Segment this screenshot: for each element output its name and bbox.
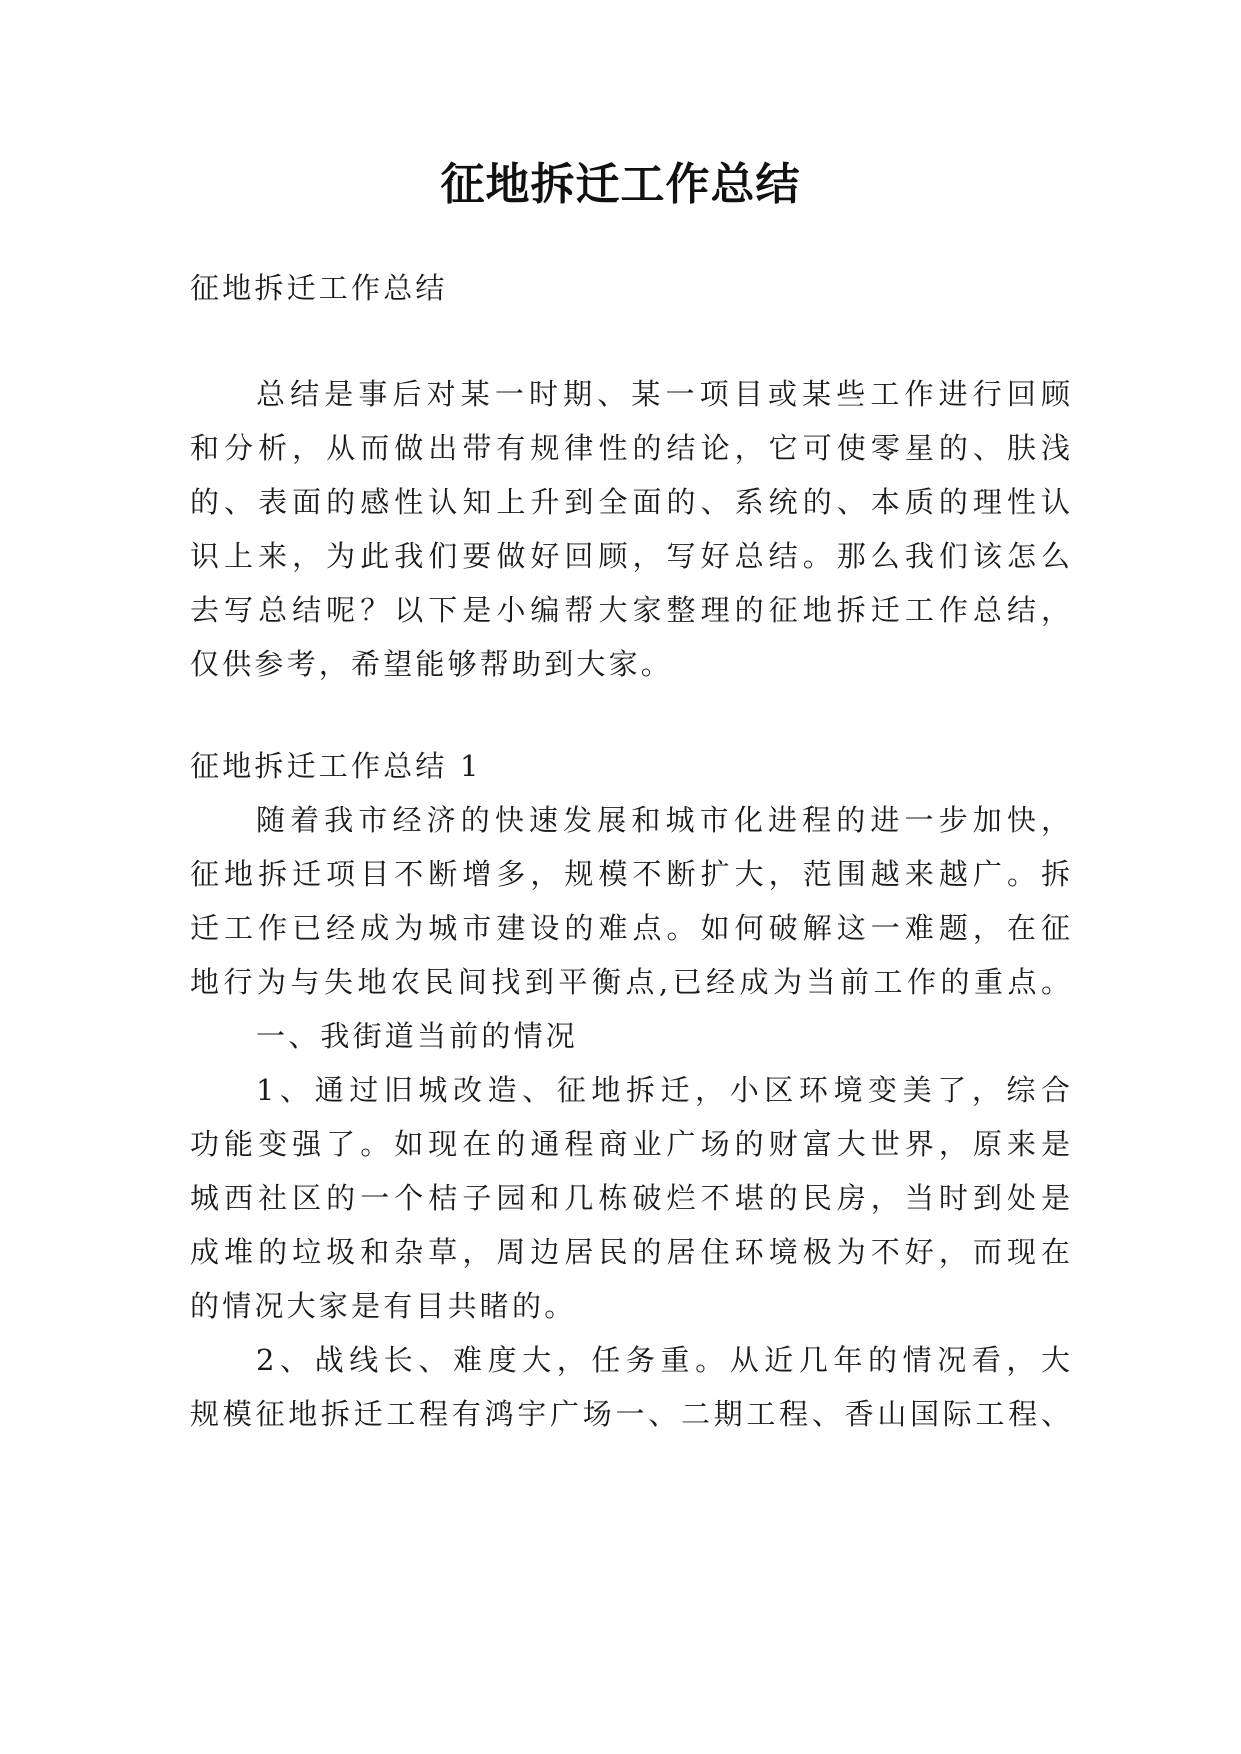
sub-heading: 一、我街道当前的情况	[256, 1019, 579, 1053]
section-line: 随着我市经济的快速发展和城市化进程的进一步加快，	[256, 803, 1070, 837]
point-line: 城西社区的一个桔子园和几栋破烂不堪的民房，当时到处是	[190, 1181, 1070, 1215]
point-line: 成堆的垃圾和杂草，周边居民的居住环境极为不好，而现在	[190, 1235, 1070, 1269]
intro-line: 总结是事后对某一时期、某一项目或某些工作进行回顾	[256, 377, 1070, 411]
section-line: 地行为与失地农民间找到平衡点,已经成为当前工作的重点。	[190, 965, 1070, 999]
point-line: 规模征地拆迁工程有鸿宇广场一、二期工程、香山国际工程、	[190, 1397, 1070, 1431]
intro-line: 的、表面的感性认知上升到全面的、系统的、本质的理性认	[190, 485, 1070, 519]
section-line: 迁工作已经成为城市建设的难点。如何破解这一难题，在征	[190, 911, 1070, 945]
section-line: 征地拆迁项目不断增多，规模不断扩大，范围越来越广。拆	[190, 857, 1070, 891]
section-heading: 征地拆迁工作总结 1	[190, 749, 482, 783]
document-title: 征地拆迁工作总结	[440, 159, 801, 210]
point-line: 2、战线长、难度大，任务重。从近几年的情况看，大	[256, 1343, 1070, 1377]
point-line: 功能变强了。如现在的通程商业广场的财富大世界，原来是	[190, 1127, 1070, 1161]
intro-line: 和分析，从而做出带有规律性的结论，它可使零星的、肤浅	[190, 431, 1070, 465]
subtitle: 征地拆迁工作总结	[190, 271, 448, 305]
point-line: 的情况大家是有目共睹的。	[190, 1289, 577, 1323]
point-line: 1、通过旧城改造、征地拆迁，小区环境变美了，综合	[256, 1073, 1070, 1107]
intro-line: 去写总结呢？以下是小编帮大家整理的征地拆迁工作总结，	[190, 593, 1070, 627]
intro-line: 识上来，为此我们要做好回顾，写好总结。那么我们该怎么	[190, 539, 1070, 573]
intro-line: 仅供参考，希望能够帮助到大家。	[190, 647, 674, 681]
